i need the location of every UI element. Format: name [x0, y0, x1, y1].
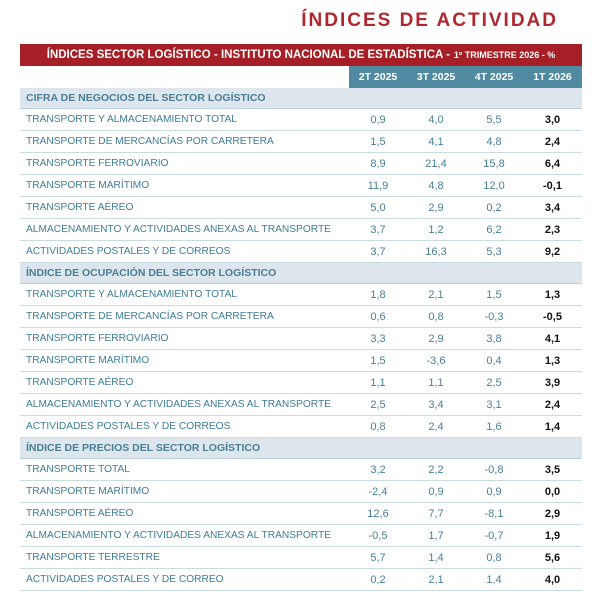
- table-cell: 1,1: [428, 376, 444, 389]
- table-cell: -0,1: [543, 179, 562, 192]
- table-cell: 6,4: [544, 157, 561, 170]
- table-cell: 4,1: [544, 332, 561, 345]
- table-row: [20, 481, 582, 503]
- table-cell: 1,2: [428, 223, 444, 236]
- table-cell: 3,7: [370, 223, 386, 236]
- table-row: [20, 328, 582, 350]
- table-cell: 2,5: [370, 398, 386, 411]
- table-cell: -0,7: [484, 529, 504, 542]
- table-cell: 0,8: [370, 420, 386, 433]
- table-cell: 3,1: [486, 398, 502, 411]
- table-cell: -0,5: [368, 529, 388, 542]
- table-cell: 3,5: [544, 463, 561, 476]
- table-cell: 1,4: [428, 551, 444, 564]
- table-cell: 2,9: [428, 332, 444, 345]
- table-cell: 1,7: [428, 529, 444, 542]
- table-row: [20, 109, 582, 131]
- table-cell: 0,8: [428, 310, 444, 323]
- table-row: [20, 219, 582, 241]
- table-cell: 0,0: [544, 485, 561, 498]
- table-cell: 3,0: [544, 113, 561, 126]
- table-cell: 1,5: [486, 288, 502, 301]
- table-cell: 2,4: [544, 398, 561, 411]
- table-cell: 0,9: [370, 113, 386, 126]
- table-cell: 3,4: [428, 398, 444, 411]
- row-label: TRANSPORTE TOTAL: [26, 464, 130, 475]
- row-label: ALMACENAMIENTO Y ACTIVIDADES ANEXAS AL TRANSPORTE: [26, 530, 331, 541]
- table-row: [20, 547, 582, 569]
- row-label: TRANSPORTE MARÍTIMO: [26, 486, 150, 497]
- table-cell: 2,9: [428, 201, 444, 214]
- table-row: [20, 284, 582, 306]
- table-row: [20, 306, 582, 328]
- row-label: TRANSPORTE MARÍTIMO: [26, 180, 150, 191]
- table-cell: 5,6: [544, 551, 561, 564]
- column-header: 2T 2025: [358, 71, 398, 83]
- row-label: TRANSPORTE DE MERCANCÍAS POR CARRETERA: [26, 311, 274, 322]
- table-cell: 5,3: [486, 245, 502, 258]
- table-cell: 1,4: [544, 420, 561, 433]
- table-cell: 12,0: [483, 179, 505, 192]
- table-cell: 0,9: [486, 485, 502, 498]
- table-row: [20, 569, 582, 591]
- table-cell: 21,4: [425, 157, 447, 170]
- table-cell: 9,2: [544, 245, 561, 258]
- table-cell: 0,2: [370, 573, 386, 586]
- table-row: [20, 394, 582, 416]
- table-cell: 0,4: [486, 354, 502, 367]
- table-cell: -0,5: [543, 310, 562, 323]
- table-cell: 2,4: [544, 135, 561, 148]
- table-cell: 5,7: [370, 551, 386, 564]
- table-cell: 3,4: [544, 201, 561, 214]
- table-cell: 4,0: [428, 113, 444, 126]
- table-cell: -0,8: [484, 463, 504, 476]
- table-cell: 1,3: [544, 288, 561, 301]
- table-cell: 1,6: [486, 420, 502, 433]
- row-label: TRANSPORTE AÉREO: [26, 377, 134, 388]
- table-row: [20, 372, 582, 394]
- table-cell: 11,9: [367, 179, 389, 192]
- row-label: ACTIVIDADES POSTALES Y DE CORREO: [26, 574, 224, 585]
- row-label: TRANSPORTE MARÍTIMO: [26, 355, 150, 366]
- table-cell: 0,2: [486, 201, 502, 214]
- page-title: ÍNDICES DE ACTIVIDAD: [301, 10, 558, 31]
- table-cell: 7,7: [428, 507, 444, 520]
- table-cell: 6,2: [486, 223, 502, 236]
- table-cell: 3,8: [486, 332, 502, 345]
- table-title: [20, 44, 582, 66]
- column-header-row: [20, 66, 582, 88]
- table-cell: 5,5: [486, 113, 502, 126]
- column-header: 4T 2025: [474, 71, 514, 83]
- table-cell: 4,0: [544, 573, 561, 586]
- table-cell: 5,0: [370, 201, 386, 214]
- table-cell: 3,3: [370, 332, 386, 345]
- table-title-text: ÍNDICES SECTOR LOGÍSTICO - INSTITUTO NACIONAL DE ESTADÍSTICA -: [46, 49, 450, 61]
- section-header: ÍNDICE DE OCUPACIÓN DEL SECTOR LOGÍSTICO: [20, 263, 582, 284]
- row-label: TRANSPORTE Y ALMACENAMIENTO TOTAL: [26, 114, 237, 125]
- table-cell: 2,1: [428, 288, 444, 301]
- table-cell: 2,9: [544, 507, 561, 520]
- table-cell: 0,6: [370, 310, 386, 323]
- row-label: TRANSPORTE FERROVIARIO: [26, 333, 169, 344]
- table-cell: 3,9: [544, 376, 561, 389]
- row-label: TRANSPORTE FERROVIARIO: [26, 158, 169, 169]
- table-cell: 16,3: [425, 245, 447, 258]
- table-cell: 4,1: [428, 135, 444, 148]
- table-title-period: 1º TRIMESTRE 2026 - %: [453, 50, 556, 60]
- table-cell: 2,4: [428, 420, 444, 433]
- section-header: ÍNDICE DE PRECIOS DEL SECTOR LOGÍSTICO: [20, 438, 582, 459]
- table-row: [20, 416, 582, 438]
- table-cell: 1,3: [544, 354, 561, 367]
- table-cell: 2,5: [486, 376, 502, 389]
- table-row: [20, 459, 582, 481]
- table-cell: 0,9: [428, 485, 444, 498]
- row-label: ALMACENAMIENTO Y ACTIVIDADES ANEXAS AL TRANSPORTE: [26, 399, 331, 410]
- row-label: TRANSPORTE DE MERCANCÍAS POR CARRETERA: [26, 136, 274, 147]
- table-cell: 2,2: [428, 463, 444, 476]
- table-cell: 0,8: [486, 551, 502, 564]
- table-cell: 1,9: [544, 529, 561, 542]
- table-cell: 15,8: [483, 157, 505, 170]
- table-row: [20, 153, 582, 175]
- table-cell: 4,8: [486, 135, 502, 148]
- table-cell: 1,5: [370, 135, 386, 148]
- table-cell: 1,8: [370, 288, 386, 301]
- table-cell: 4,8: [428, 179, 444, 192]
- table-cell: -8,1: [484, 507, 504, 520]
- column-header: 3T 2025: [416, 71, 456, 83]
- table-cell: 3,2: [370, 463, 386, 476]
- table-row: [20, 525, 582, 547]
- table-cell: 12,6: [367, 507, 389, 520]
- table-row: [20, 175, 582, 197]
- table-cell: 3,7: [370, 245, 386, 258]
- row-label: TRANSPORTE AÉREO: [26, 508, 134, 519]
- section-header: CIFRA DE NEGOCIOS DEL SECTOR LOGÍSTICO: [20, 88, 582, 109]
- table-cell: -0,3: [484, 310, 504, 323]
- row-label: ACTIVIDADES POSTALES Y DE CORREOS: [26, 246, 231, 257]
- table-cell: 1,1: [370, 376, 386, 389]
- row-label: ACTIVIDADES POSTALES Y DE CORREOS: [26, 421, 231, 432]
- column-header-spacer: [20, 66, 349, 88]
- row-label: TRANSPORTE TERRESTRE: [26, 552, 160, 563]
- table-cell: 2,3: [544, 223, 561, 236]
- table-cell: 1,4: [486, 573, 502, 586]
- indices-table: [20, 44, 582, 591]
- row-label: TRANSPORTE AÉREO: [26, 202, 134, 213]
- table-row: [20, 350, 582, 372]
- table-row: [20, 197, 582, 219]
- table-cell: 8,9: [370, 157, 386, 170]
- table-cell: 1,5: [370, 354, 386, 367]
- column-header: 1T 2026: [533, 71, 572, 83]
- table-cell: -3,6: [426, 354, 446, 367]
- row-label: ALMACENAMIENTO Y ACTIVIDADES ANEXAS AL TRANSPORTE: [26, 224, 331, 235]
- table-row: [20, 131, 582, 153]
- row-label: TRANSPORTE Y ALMACENAMIENTO TOTAL: [26, 289, 237, 300]
- table-body: [20, 88, 582, 591]
- table-cell: 2,1: [428, 573, 444, 586]
- table-row: [20, 503, 582, 525]
- table-cell: -2,4: [368, 485, 388, 498]
- table-row: [20, 241, 582, 263]
